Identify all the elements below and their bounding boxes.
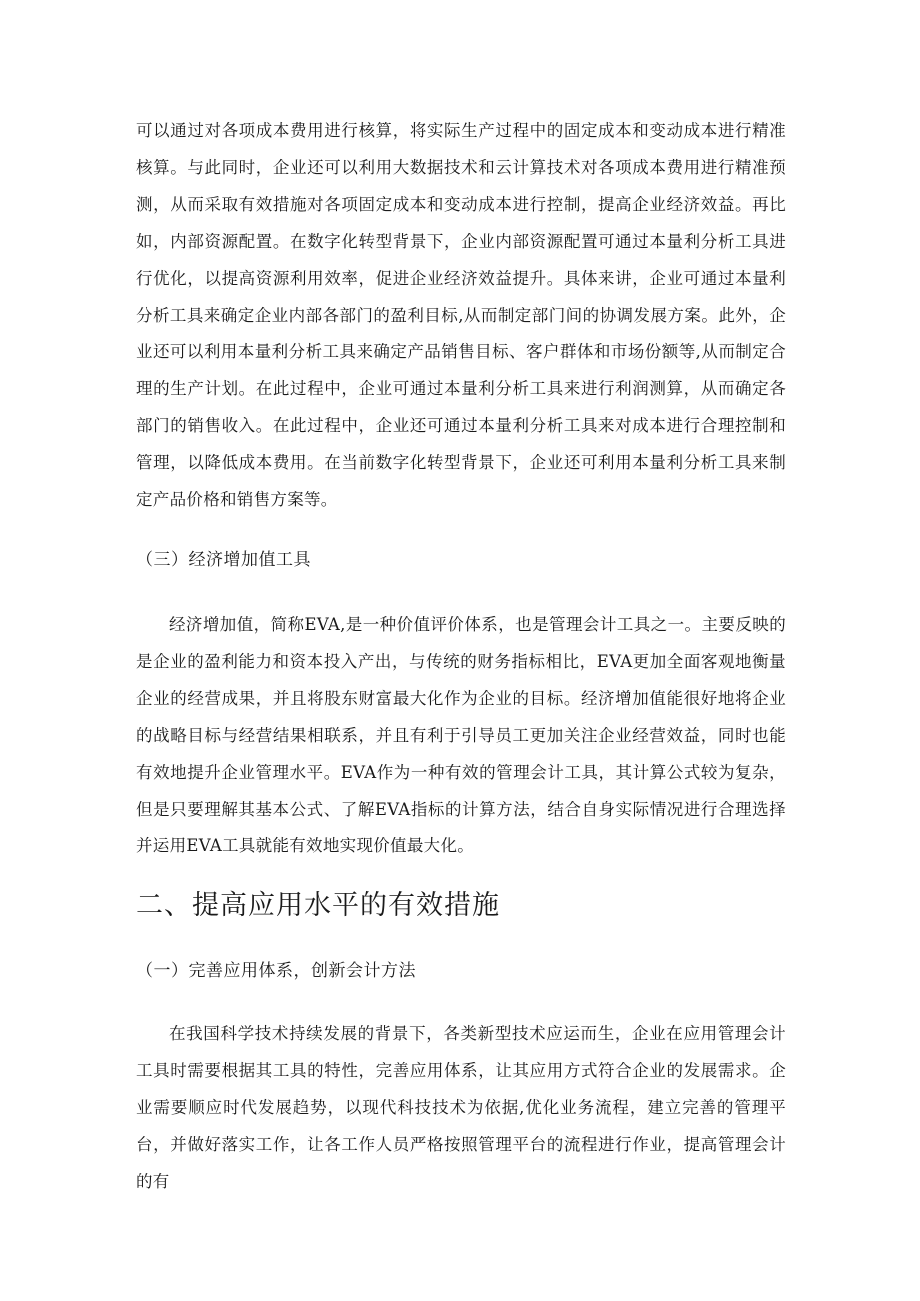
paragraph-eva: 经济增加值，简称EVA,是一种价值评价体系，也是管理会计工具之一。主要反映的是企业的盈利能力和资本投入产出，与传统的财务指标相比，EVA更加全面客观地衡量企业的经营成果，并且将股东财富最大化作为企业的目标。经济增加值能很好地将企业的战略目标与经营结果相联系，并且有利于引导员工更加关注企业经营效益，同时也能有效地提升企业管理水平。EVA作为一种有效的管理会计工具，其计算公式较为复杂，但是只要理解其基本公式、了解EVA指标的计算方法，结合自身实际情况进行合理选择并运用EVA工具就能有效地实现价值最大化。: [136, 615, 786, 856]
chapter-heading-measures: 二、提高应用水平的有效措施: [136, 890, 500, 921]
section-heading-eva: （三）经济增加值工具: [136, 550, 311, 570]
section-heading-improve-system: （一）完善应用体系，创新会计方法: [136, 961, 416, 981]
paragraph-improve-system: 在我国科学技术持续发展的背景下，各类新型技术应运而生，企业在应用管理会计工具时需要根据其工具的特性，完善应用体系，让其应用方式符合企业的发展需求。企业需要顺应时代发展趋势，以现代科技技术为依据,优化业务流程，建立完善的管理平台，并做好落实工作，让各工作人员严格按照管理平台的流程进行作业，提高管理会计的有: [136, 1024, 786, 1191]
paragraph-cost-volume-profit: 可以通过对各项成本费用进行核算，将实际生产过程中的固定成本和变动成本进行精准核算。与此同时，企业还可以利用大数据技术和云计算技术对各项成本费用进行精准预测，从而采取有效措施对各项固定成本和变动成本进行控制，提高企业经济效益。再比如，内部资源配置。在数字化转型背景下，企业内部资源配置可通过本量利分析工具进行优化，以提高资源利用效率，促进企业经济效益提升。具体来讲，企业可通过本量利分析工具来确定企业内部各部门的盈利目标,从而制定部门间的协调发展方案。此外，企业还可以利用本量利分析工具来确定产品销售目标、客户群体和市场份额等,从而制定合理的生产计划。在此过程中，企业可通过本量利分析工具来进行利润测算，从而确定各部门的销售收入。在此过程中，企业还可通过本量利分析工具来对成本进行合理控制和管理，以降低成本费用。在当前数字化转型背景下，企业还可利用本量利分析工具来制定产品价格和销售方案等。: [136, 121, 786, 510]
